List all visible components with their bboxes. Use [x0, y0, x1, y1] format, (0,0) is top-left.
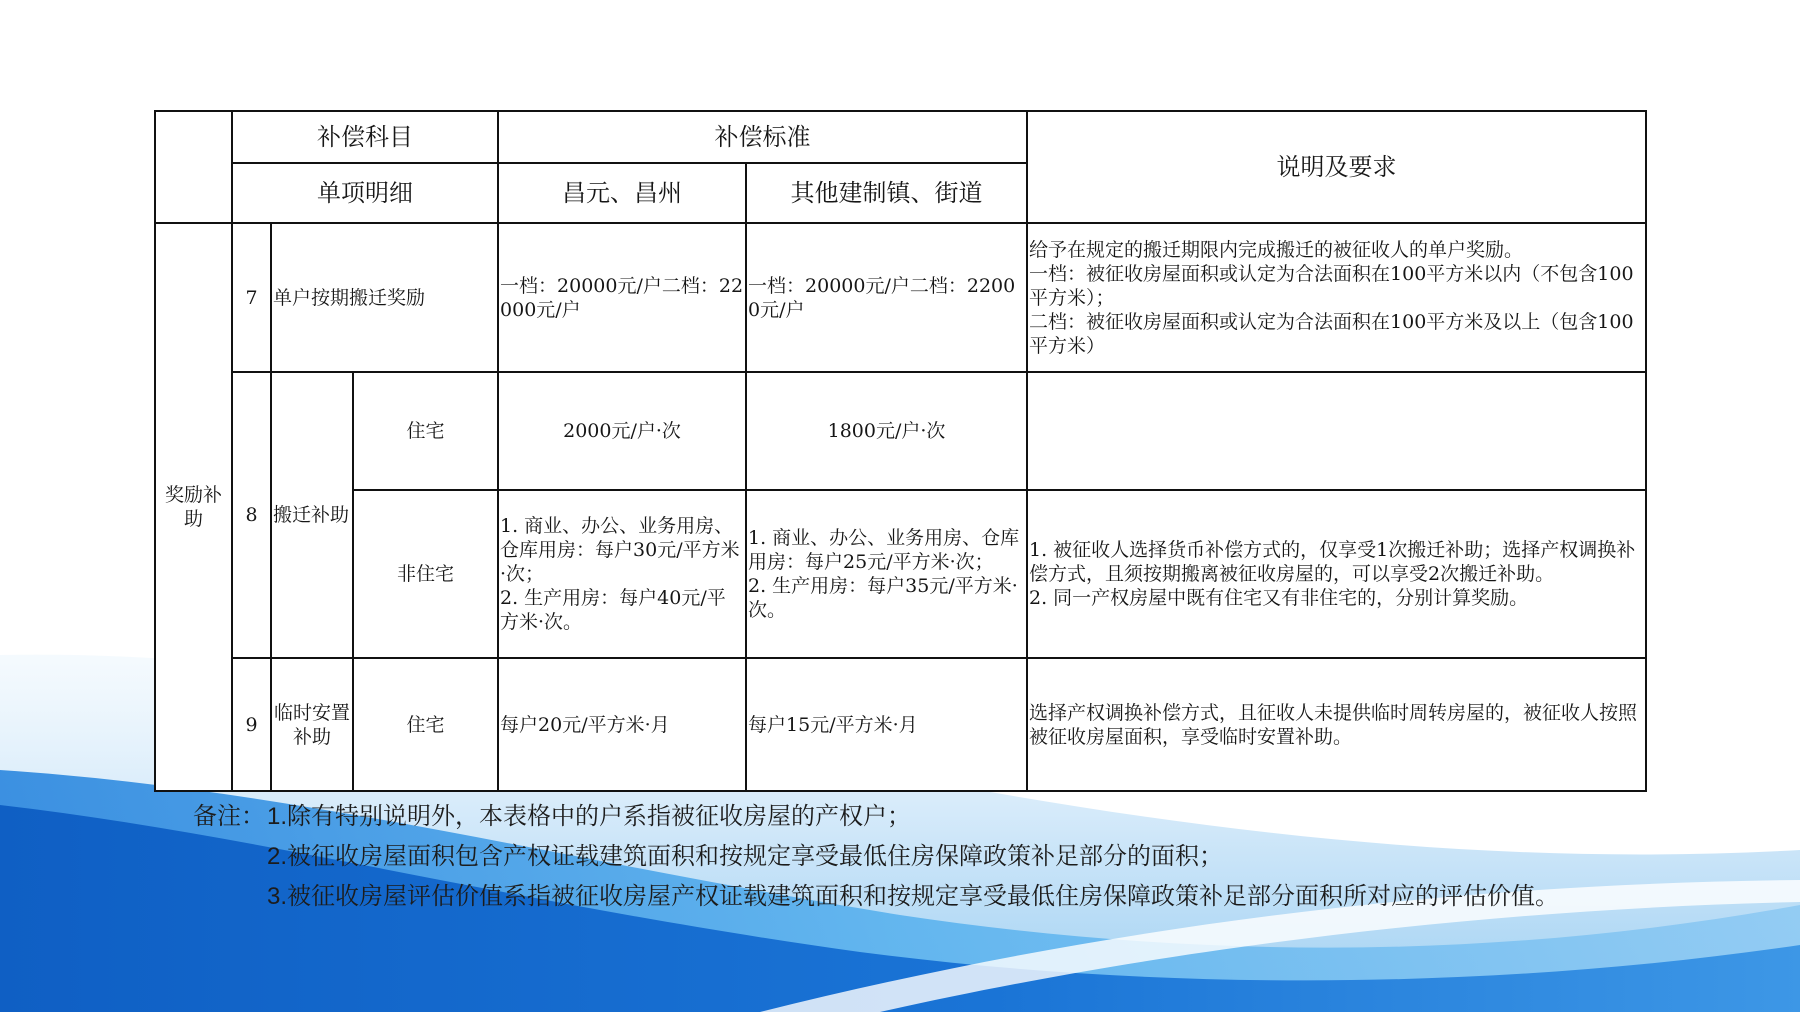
item-name: 单户按期搬迁奖励 — [271, 223, 498, 372]
header-remarks: 说明及要求 — [1027, 111, 1646, 223]
table-row — [155, 223, 1646, 372]
row-number: 9 — [232, 658, 271, 791]
header-standard: 补偿标准 — [498, 111, 1027, 163]
compensation-table — [154, 110, 1647, 792]
notes-list — [267, 797, 1767, 917]
row-number: 7 — [232, 223, 271, 372]
table-row — [155, 490, 1646, 658]
zone-a-value: 1. 商业、办公、业务用房、仓库用房：每户30元/平方米·次； 2. 生产用房：每户40元/平方米·次。 — [498, 490, 746, 658]
zone-b-value: 一档：20000元/户二档：22000元/户 — [746, 223, 1027, 372]
housing-type: 住宅 — [353, 658, 498, 791]
housing-type: 住宅 — [353, 372, 498, 490]
item-name: 临时安置补助 — [271, 658, 353, 791]
note-item: 2.被征收房屋面积包含产权证载建筑面积和按规定享受最低住房保障政策补足部分的面积； — [267, 843, 1224, 870]
category-cell: 奖励补助 — [155, 223, 232, 791]
header-zone-a: 昌元、昌州 — [498, 163, 746, 223]
table-row — [155, 372, 1646, 490]
remarks-cell: 给予在规定的搬迁期限内完成搬迁的被征收人的单户奖励。 一档：被征收房屋面积或认定为合法面积在100平方米以内（不包含100平方米）； 二档：被征收房屋面积或认定为合法面积在100平方米及以上（包含100平方米） — [1027, 223, 1646, 372]
remarks-cell: 选择产权调换补偿方式，且征收人未提供临时周转房屋的，被征收人按照被征收房屋面积，享受临时安置补助。 — [1027, 658, 1646, 791]
zone-a-value: 一档：20000元/户二档：22000元/户 — [498, 223, 746, 372]
header-subject: 补偿科目 — [232, 111, 498, 163]
zone-a-value: 2000元/户·次 — [498, 372, 746, 490]
row-number: 8 — [232, 372, 271, 658]
remarks-cell — [1027, 372, 1646, 490]
notes-label: 备注： — [193, 803, 265, 830]
header-zone-b: 其他建制镇、街道 — [746, 163, 1027, 223]
header-detail: 单项明细 — [232, 163, 498, 223]
zone-b-value: 1800元/户·次 — [746, 372, 1027, 490]
remarks-cell: 1. 被征收人选择货币补偿方式的，仅享受1次搬迁补助；选择产权调换补偿方式，且须按期搬离被征收房屋的，可以享受2次搬迁补助。 2. 同一产权房屋中既有住宅又有非住宅的，分别计算奖励。 — [1027, 490, 1646, 658]
housing-type: 非住宅 — [353, 490, 498, 658]
zone-b-value: 每户15元/平方米·月 — [746, 658, 1027, 791]
note-item: 3.被征收房屋评估价值系指被征收房屋产权证载建筑面积和按规定享受最低住房保障政策补足部分面积所对应的评估价值。 — [267, 883, 1560, 910]
zone-a-value: 每户20元/平方米·月 — [498, 658, 746, 791]
zone-b-value: 1. 商业、办公、业务用房、仓库用房：每户25元/平方米·次； 2. 生产用房：每户35元/平方米·次。 — [746, 490, 1027, 658]
header-row — [155, 111, 1646, 163]
item-name: 搬迁补助 — [271, 372, 353, 658]
table-row — [155, 658, 1646, 791]
table-corner — [155, 111, 232, 223]
note-item: 1.除有特别说明外，本表格中的户系指被征收房屋的产权户； — [267, 803, 912, 830]
